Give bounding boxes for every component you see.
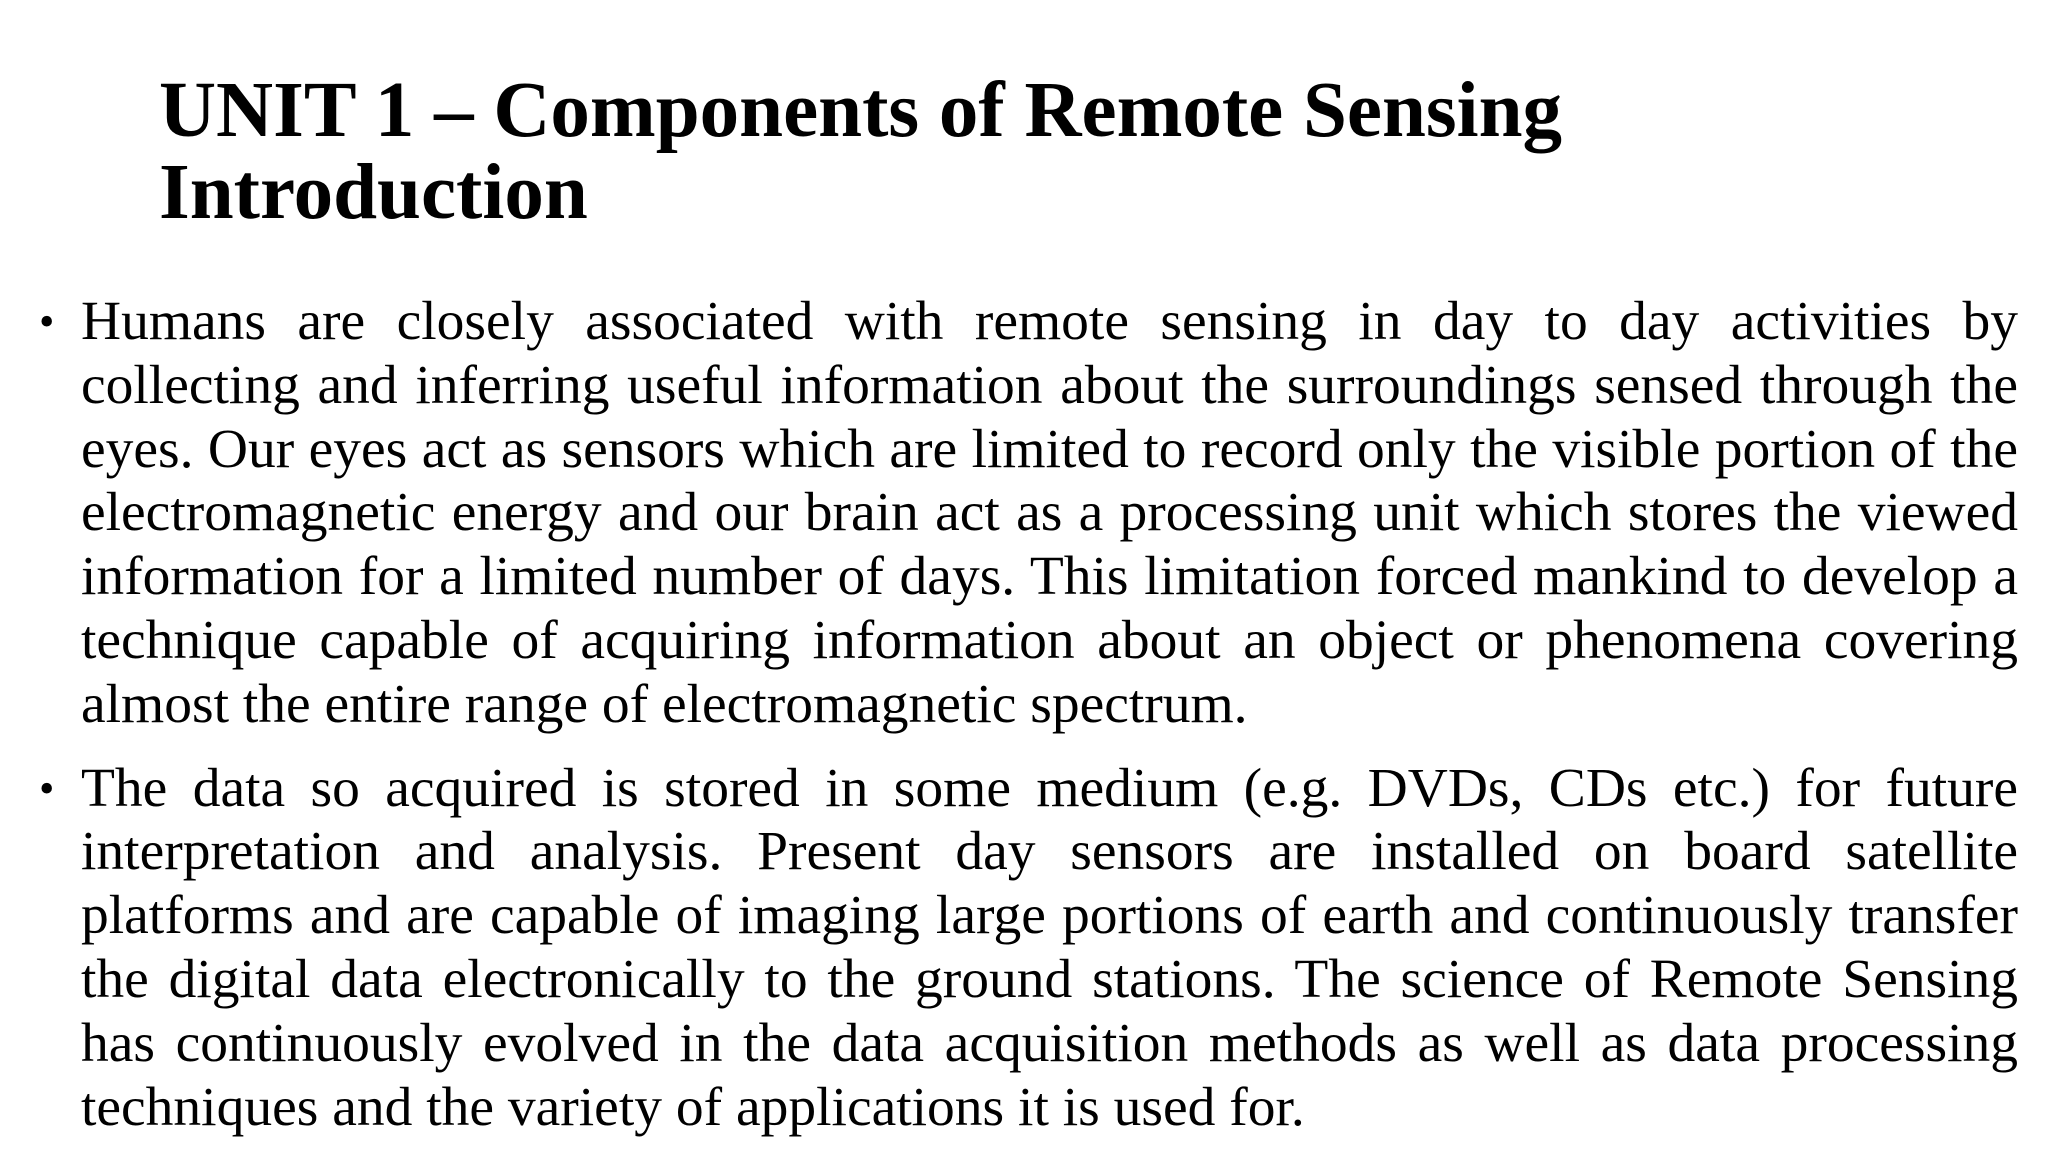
bullet-dot-icon: • [39,763,55,813]
bullet-text: Humans are closely associated with remote sensing in day to day activities by collecting and inferring useful information about the surroundings sensed through the eyes. Our eyes act as sensors which are limited to record only the visible portion of the electromagnetic energy and our brain act as a processing unit which stores the viewed information for a limited number of days. This limitation forced mankind to develop a technique capable of acquiring information about an object or phenomena covering almost the entire range of electromagnetic spectrum. [81,291,2018,735]
bullet-item [39,757,2018,1140]
title-line-unit: UNIT 1 – Components of Remote Sensing [159,67,1563,154]
title-line-introduction: Introduction [159,149,588,236]
bullet-list [0,290,2048,1139]
bullet-dot-icon: • [39,297,55,346]
slide-title [159,67,1959,236]
bullet-item [39,290,2018,737]
bullet-text: The data so acquired is stored in some medium (e.g. DVDs, CDs etc.) for future interpretation and analysis. Present day sensors are installed on board satellite platforms and are capable of imaging large portions of earth and continuously transfer the digital data electronically to the ground stations. The science of Remote Sensing has continuously evolved in the data acquisition methods as well as data processing techniques and the variety of applications it is used for. [81,757,2018,1138]
